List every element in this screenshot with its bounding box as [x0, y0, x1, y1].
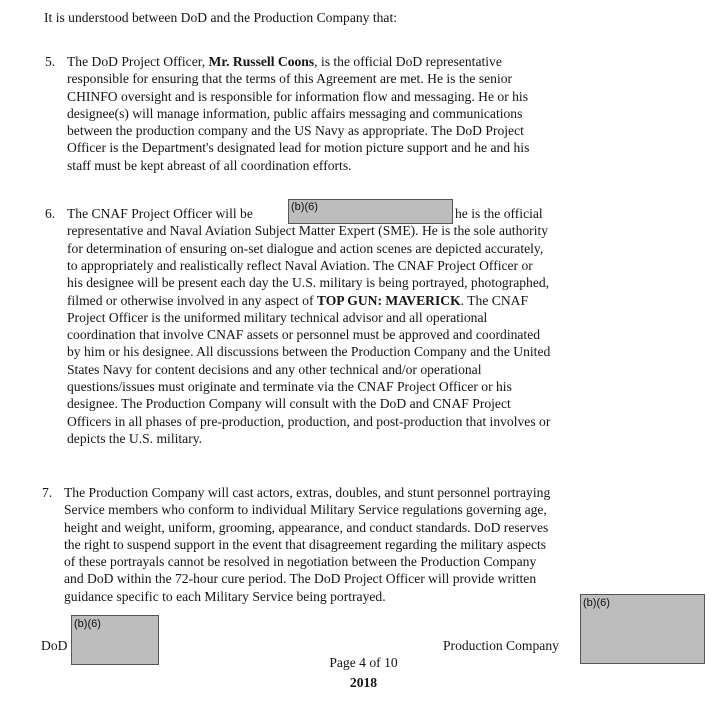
paragraph-6-line-1a: The CNAF Project Officer will be — [67, 206, 253, 221]
redaction-box-cnaf-officer — [288, 199, 453, 224]
intro-text: It is understood between DoD and the Production Company that: — [44, 10, 397, 25]
item-number-6: 6. — [45, 206, 56, 221]
paragraph-6-line: his designee will be present each day the U.S. military is being portrayed, photographed, — [67, 275, 550, 291]
production-company-signature-label: Production Company — [443, 638, 559, 653]
paragraph-6-line: Project Officer is the uniformed military technical advisor and all operational — [67, 309, 488, 325]
item-number-5: 5. — [45, 54, 56, 69]
document-year: 2018 — [349, 675, 378, 690]
dod-signature-label: DoD — [41, 638, 68, 653]
paragraph-7-line: guidance specific to each Military Service being portrayed. — [64, 588, 386, 604]
paragraph-6-line: for determination of ensuring on-set dialogue and action scenes are depicted accurately, — [67, 240, 544, 256]
paragraph-7-line: height and weight, uniform, grooming, appearance, and conduct standards. DoD reserves — [64, 519, 549, 535]
paragraph-6-line: to appropriately and realistically reflect Naval Aviation. The CNAF Project Officer or — [67, 257, 533, 273]
redaction-label: (b)(6) — [291, 201, 318, 213]
paragraph-6-line: representative and Naval Aviation Subject Matter Expert (SME). He is the sole authority — [67, 223, 549, 239]
redaction-box-company-signature — [580, 594, 705, 664]
paragraph-6-line: coordination that involve CNAF assets or personnel must be approved and coordinated — [67, 327, 541, 343]
paragraph-6-line: designee. The Production Company will consult with the DoD and CNAF Project — [67, 396, 511, 412]
paragraph-5-line-1: The DoD Project Officer, Mr. Russell Coons, is the official DoD representative — [67, 54, 502, 69]
paragraph-7-body — [64, 484, 550, 605]
paragraph-6-line-1b: he is the official — [455, 206, 543, 221]
paragraph-5-line: between the production company and the US Navy as appropriate. The DoD Project — [67, 123, 524, 139]
paragraph-7-line: the right to suspend support in the event that disagreement regarding the military aspects — [64, 536, 547, 552]
redaction-label: (b)(6) — [583, 597, 610, 609]
film-title: TOP GUN: MAVERICK — [316, 292, 461, 308]
paragraph-6-line: by him or his designee. All discussions between the Production Company and the United — [67, 344, 551, 360]
paragraph-6-line: Officers in all phases of pre-production, production, and post-production that involves or — [67, 413, 551, 429]
page-number: Page 4 of 10 — [329, 655, 398, 670]
paragraph-7-line: of these portrayals cannot be resolved in negotiation between the Production Company — [64, 554, 537, 570]
paragraph-6-line: questions/issues must originate and terminate via the CNAF Project Officer or his — [67, 378, 512, 394]
project-officer-name: Mr. Russell Coons — [208, 54, 315, 69]
paragraph-7-line: Service members who conform to individual Military Service regulations governing age, — [64, 502, 547, 518]
paragraph-6-line: depicts the U.S. military. — [67, 430, 203, 446]
paragraph-5-line: Officer is the Department's designated lead for motion picture support and he and his — [67, 140, 530, 156]
paragraph-5-line: designee(s) will manage information, public affairs messaging and communications — [67, 105, 523, 121]
paragraph-6-line: States Navy for content decisions and any other technical and/or operational — [67, 361, 482, 377]
paragraph-7-line: and DoD within the 72-hour cure period. The DoD Project Officer will provide written — [64, 571, 537, 587]
paragraph-5-line: responsible for ensuring that the terms of this Agreement are met. He is the senior — [67, 71, 513, 87]
paragraph-6-line-6: filmed or otherwise involved in any aspect of TOP GUN: MAVERICK. The CNAF — [67, 292, 529, 308]
paragraph-6-body — [67, 222, 549, 291]
paragraph-7-line: The Production Company will cast actors, extras, doubles, and stunt personnel portraying — [64, 485, 551, 500]
item-number-7: 7. — [42, 485, 53, 500]
redaction-label: (b)(6) — [74, 618, 101, 630]
paragraph-5-line: staff must be kept abreast of all coordination efforts. — [67, 157, 352, 173]
paragraph-5-body — [67, 70, 529, 174]
paragraph-6-body-2 — [67, 309, 550, 447]
paragraph-5-line: CHINFO oversight and is responsible for information flow and messaging. He or his — [67, 88, 528, 104]
